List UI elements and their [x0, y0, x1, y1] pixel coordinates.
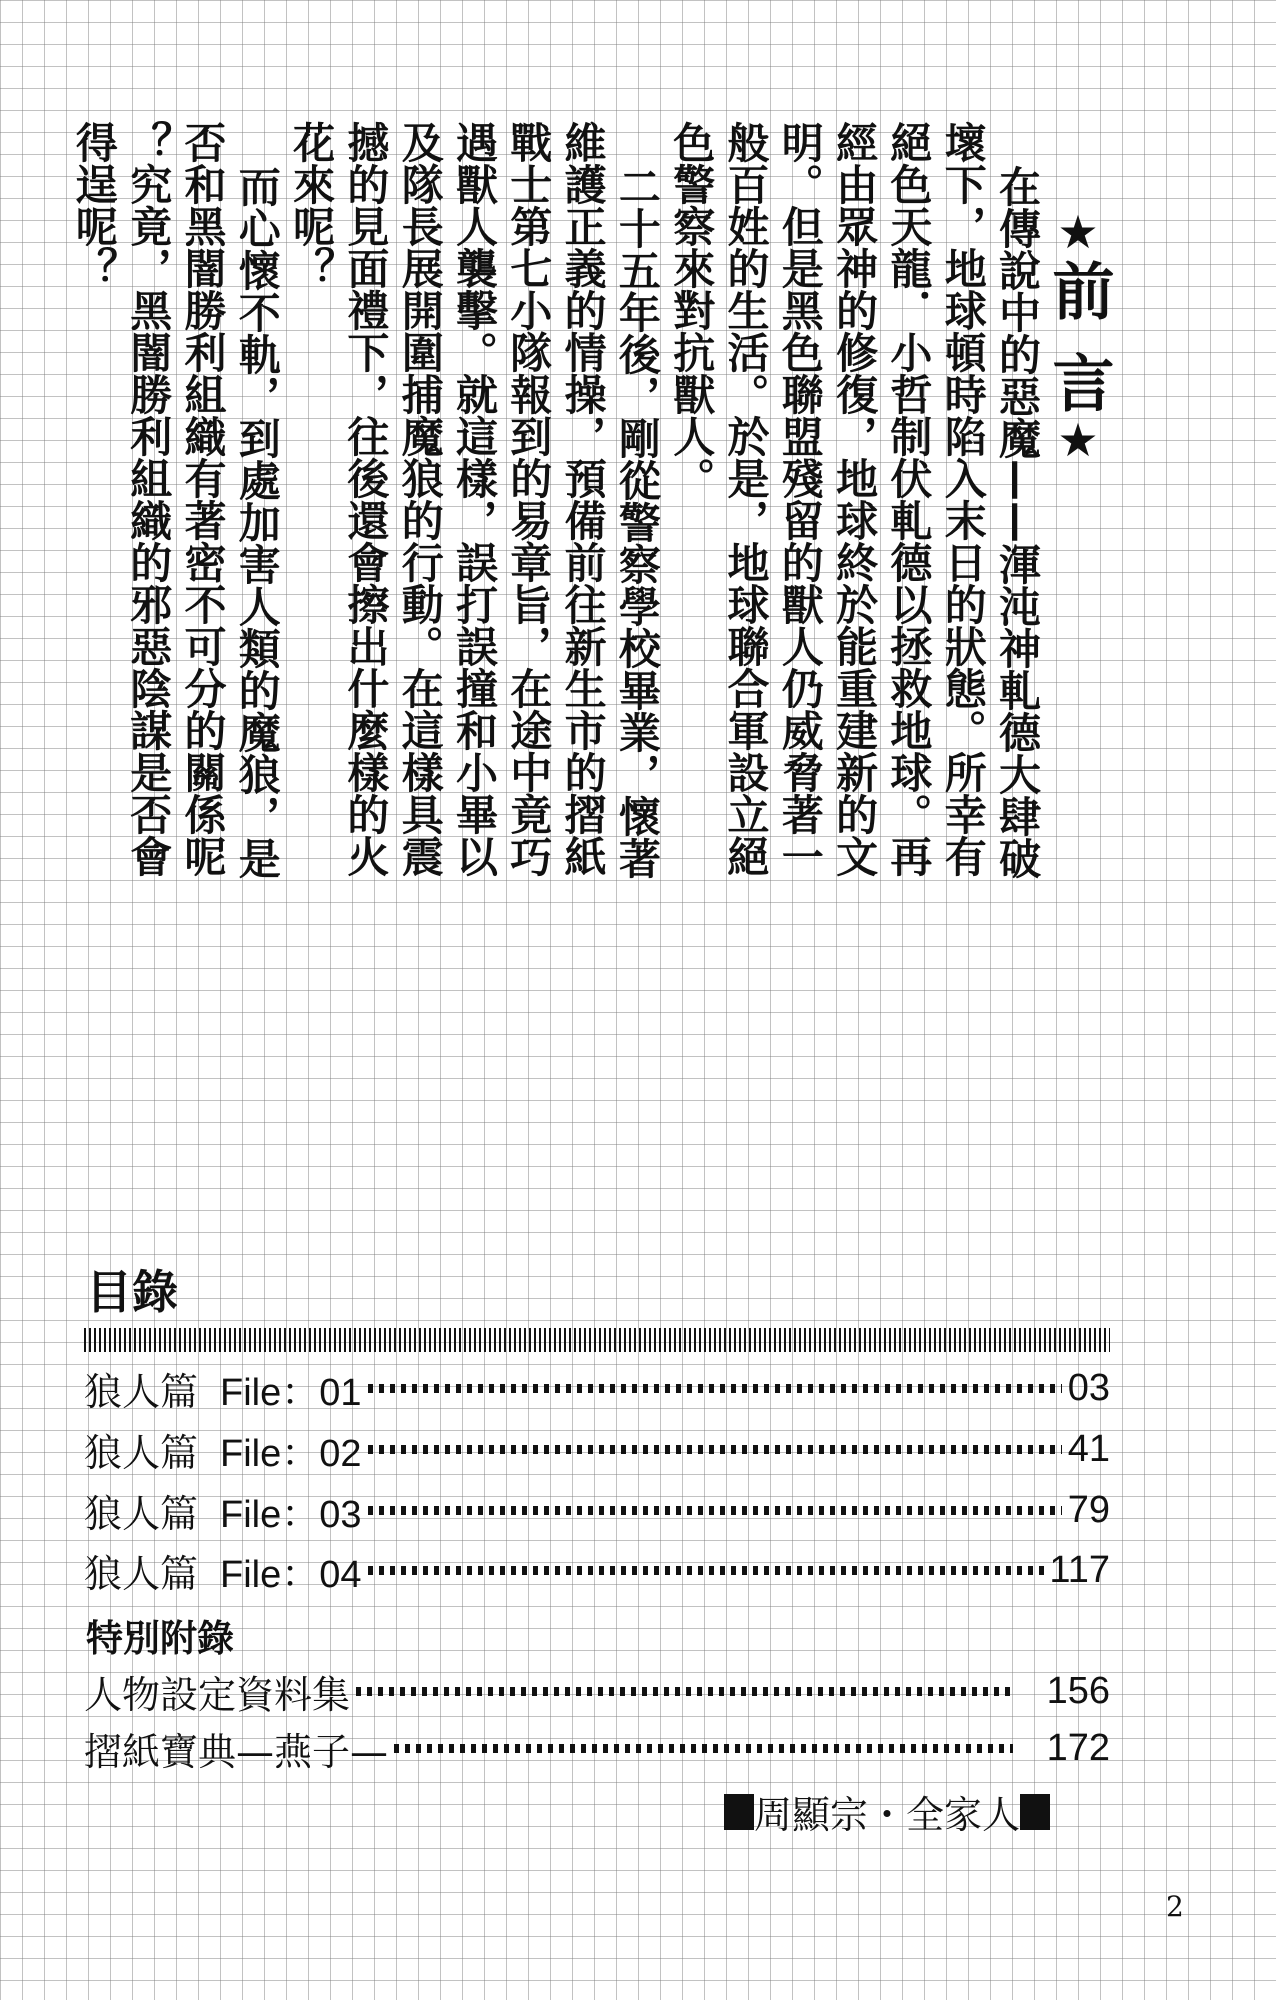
star-icon: ★ — [1051, 205, 1105, 259]
preface-column: 撼的見面禮下，往後還會擦出什麼樣的火 — [341, 121, 391, 877]
toc-title: 目錄 — [86, 1265, 178, 1319]
author-credit — [724, 1784, 1050, 1839]
special-appendix-title: 特別附錄 — [86, 1617, 234, 1660]
toc-entry — [84, 1485, 1110, 1535]
toc-entry-page: 79 — [1067, 1488, 1110, 1531]
preface-column: 般百姓的生活。於是，地球聯合軍設立絕 — [721, 121, 771, 877]
toc-special-entry — [84, 1723, 1110, 1773]
toc-entry-page: 156 — [1046, 1669, 1110, 1712]
black-square-icon — [1020, 1794, 1050, 1830]
toc-entry — [84, 1424, 1110, 1474]
preface-column: 遇獸人襲擊。就這樣，誤打誤撞和小畢以 — [450, 121, 499, 877]
toc-entry-label: 摺紙寶典—燕子— — [84, 1729, 389, 1774]
black-square-icon — [724, 1794, 754, 1830]
dot-leader — [368, 1384, 1062, 1393]
preface-column: 而心懷不軌，到處加害人類的魔狼，是 — [232, 165, 282, 879]
dot-leader — [368, 1506, 1062, 1515]
preface-title-char: 言 — [1042, 351, 1115, 413]
preface-column: 否和黑闇勝利組織有著密不可分的關係呢 — [178, 121, 228, 877]
star-icon: ★ — [1051, 413, 1105, 467]
toc-entry-file: File：04 — [220, 1553, 362, 1596]
toc-entry-label: 人物設定資料集 — [84, 1672, 351, 1717]
toc-entry-label: 狼人篇 — [84, 1430, 199, 1475]
preface-column: 花來呢？ — [287, 121, 337, 289]
toc-entry-file: File：03 — [220, 1493, 362, 1536]
preface-title-char: 前 — [1042, 259, 1115, 321]
toc-entry-page: 41 — [1067, 1427, 1110, 1470]
preface-column: 色警察來對抗獸人。 — [667, 121, 717, 499]
page-number: 2 — [1166, 1890, 1184, 1923]
dot-leader — [368, 1566, 1050, 1575]
toc-entry-page: 172 — [1046, 1726, 1110, 1769]
toc-entry-label: 狼人篇 — [84, 1551, 199, 1596]
preface-column: 二十五年後，剛從警察學校畢業，懷著 — [612, 165, 662, 879]
dot-leader — [394, 1744, 1013, 1753]
preface-column: 維護正義的情操，預備前往新生市的摺紙 — [558, 121, 608, 877]
toc-entry-label: 狼人篇 — [84, 1491, 199, 1536]
preface-column: 經由眾神的修復，地球終於能重建新的文 — [830, 121, 880, 877]
toc-special-entry — [84, 1666, 1110, 1716]
toc-entry-page: 117 — [1049, 1548, 1110, 1591]
preface-column: 明。但是黑色聯盟殘留的獸人仍威脅著一 — [775, 121, 825, 877]
dot-leader — [368, 1445, 1062, 1454]
toc-divider-bar — [84, 1328, 1110, 1352]
toc-entry — [84, 1545, 1110, 1595]
preface-title — [1042, 205, 1115, 467]
toc-entry-page: 03 — [1067, 1366, 1110, 1409]
preface-column: 戰士第七小隊報到的易章旨，在途中竟巧 — [504, 121, 554, 877]
toc-entry-file: File：02 — [220, 1432, 362, 1475]
preface-column: 得逞呢？ — [69, 121, 119, 289]
preface-column: 絕色天龍．小哲制伏軋德以拯救地球。再 — [884, 121, 934, 877]
author-names: 周顯宗・全家人 — [754, 1793, 1021, 1837]
preface-column: 在傳說中的惡魔——渾沌神軋德大肆破 — [993, 165, 1042, 879]
dot-leader — [356, 1687, 1013, 1696]
toc-entry-file: File：01 — [220, 1371, 362, 1414]
toc-entry-label: 狼人篇 — [84, 1369, 199, 1414]
toc-entry — [84, 1363, 1110, 1413]
preface-column: 壞下，地球頓時陷入末日的狀態。所幸有 — [938, 121, 988, 877]
preface-column: 及隊長展開圍捕魔狼的行動。在這樣具震 — [395, 121, 445, 877]
preface-column: ？究竟，黑闇勝利組織的邪惡陰謀是否會 — [124, 121, 174, 877]
